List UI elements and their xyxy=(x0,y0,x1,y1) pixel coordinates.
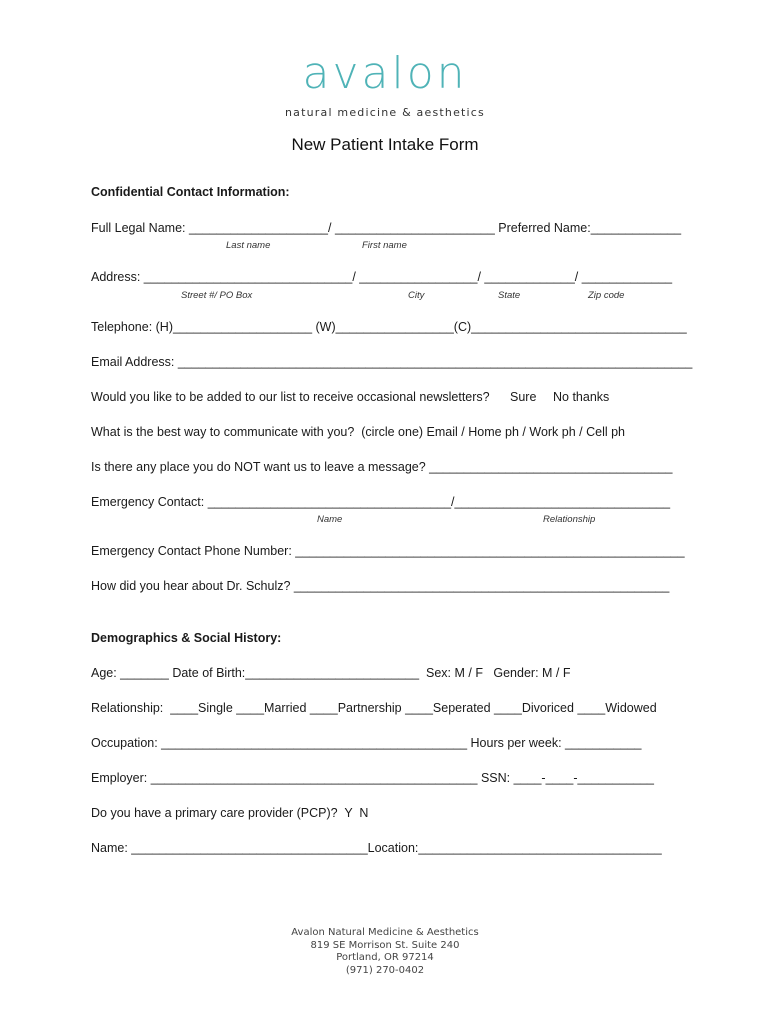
telephone-field[interactable]: Telephone: (H)____________________ (W)_________________(C)_______________________________ xyxy=(91,320,687,334)
city-caption: City xyxy=(408,290,425,301)
logo-wordmark: avalon xyxy=(302,48,468,99)
occupation-field[interactable]: Occupation: ____________________________________________ Hours per week: ___________ xyxy=(91,736,642,750)
emergency-phone-field[interactable]: Emergency Contact Phone Number: ________________________________________________________ xyxy=(91,544,685,558)
no-message-field[interactable]: Is there any place you do NOT want us to leave a message? ___________________________________ xyxy=(91,460,673,474)
address-field[interactable]: Address: ______________________________/ _________________/ _____________/ _____________ xyxy=(91,270,673,284)
email-field[interactable]: Email Address: __________________________________________________________________________ xyxy=(91,355,693,369)
relationship-status-field[interactable]: Relationship: ____Single ____Married ____Partnership ____Seperated ____Divoriced ____Widowed xyxy=(91,701,657,715)
full-name-field[interactable]: Full Legal Name: ____________________/ _______________________ Preferred Name:_____________ xyxy=(91,221,682,235)
emergency-contact-field[interactable]: Emergency Contact: ___________________________________/_______________________________ xyxy=(91,495,671,509)
section-heading-contact: Confidential Contact Information: xyxy=(91,185,290,199)
newsletter-sure-option[interactable]: Sure xyxy=(510,390,537,404)
footer-phone: (971) 270-0402 xyxy=(345,965,425,976)
footer-business-name: Avalon Natural Medicine & Aesthetics xyxy=(291,927,479,938)
newsletter-question: Would you like to be added to our list to receive occasional newsletters? xyxy=(91,390,490,404)
pcp-question[interactable]: Do you have a primary care provider (PCP)? Y N xyxy=(91,806,369,820)
street-caption: Street #/ PO Box xyxy=(181,290,253,301)
emergency-name-caption: Name xyxy=(317,514,343,525)
emergency-relationship-caption: Relationship xyxy=(543,514,596,525)
last-name-caption: Last name xyxy=(226,240,271,251)
state-caption: State xyxy=(498,290,521,301)
first-name-caption: First name xyxy=(362,240,407,251)
footer-city: Portland, OR 97214 xyxy=(336,952,434,963)
communication-preference[interactable]: What is the best way to communicate with you? (circle one) Email / Home ph / Work ph / Cell ph xyxy=(91,425,626,439)
footer-street: 819 SE Morrison St. Suite 240 xyxy=(310,940,460,951)
newsletter-no-option[interactable]: No thanks xyxy=(553,390,610,404)
logo-tagline: natural medicine & aesthetics xyxy=(285,106,485,119)
page-title: New Patient Intake Form xyxy=(291,135,479,154)
referral-source-field[interactable]: How did you hear about Dr. Schulz? ______________________________________________________ xyxy=(91,579,670,593)
employer-ssn-field[interactable]: Employer: _______________________________________________ SSN: ____-____-___________ xyxy=(91,771,655,785)
age-dob-sex-field[interactable]: Age: _______ Date of Birth:_________________________ Sex: M / F Gender: M / F xyxy=(91,666,571,680)
section-heading-demographics: Demographics & Social History: xyxy=(91,631,282,645)
pcp-name-location-field[interactable]: Name: __________________________________Location:___________________________________ xyxy=(91,841,662,855)
zip-caption: Zip code xyxy=(588,290,625,301)
